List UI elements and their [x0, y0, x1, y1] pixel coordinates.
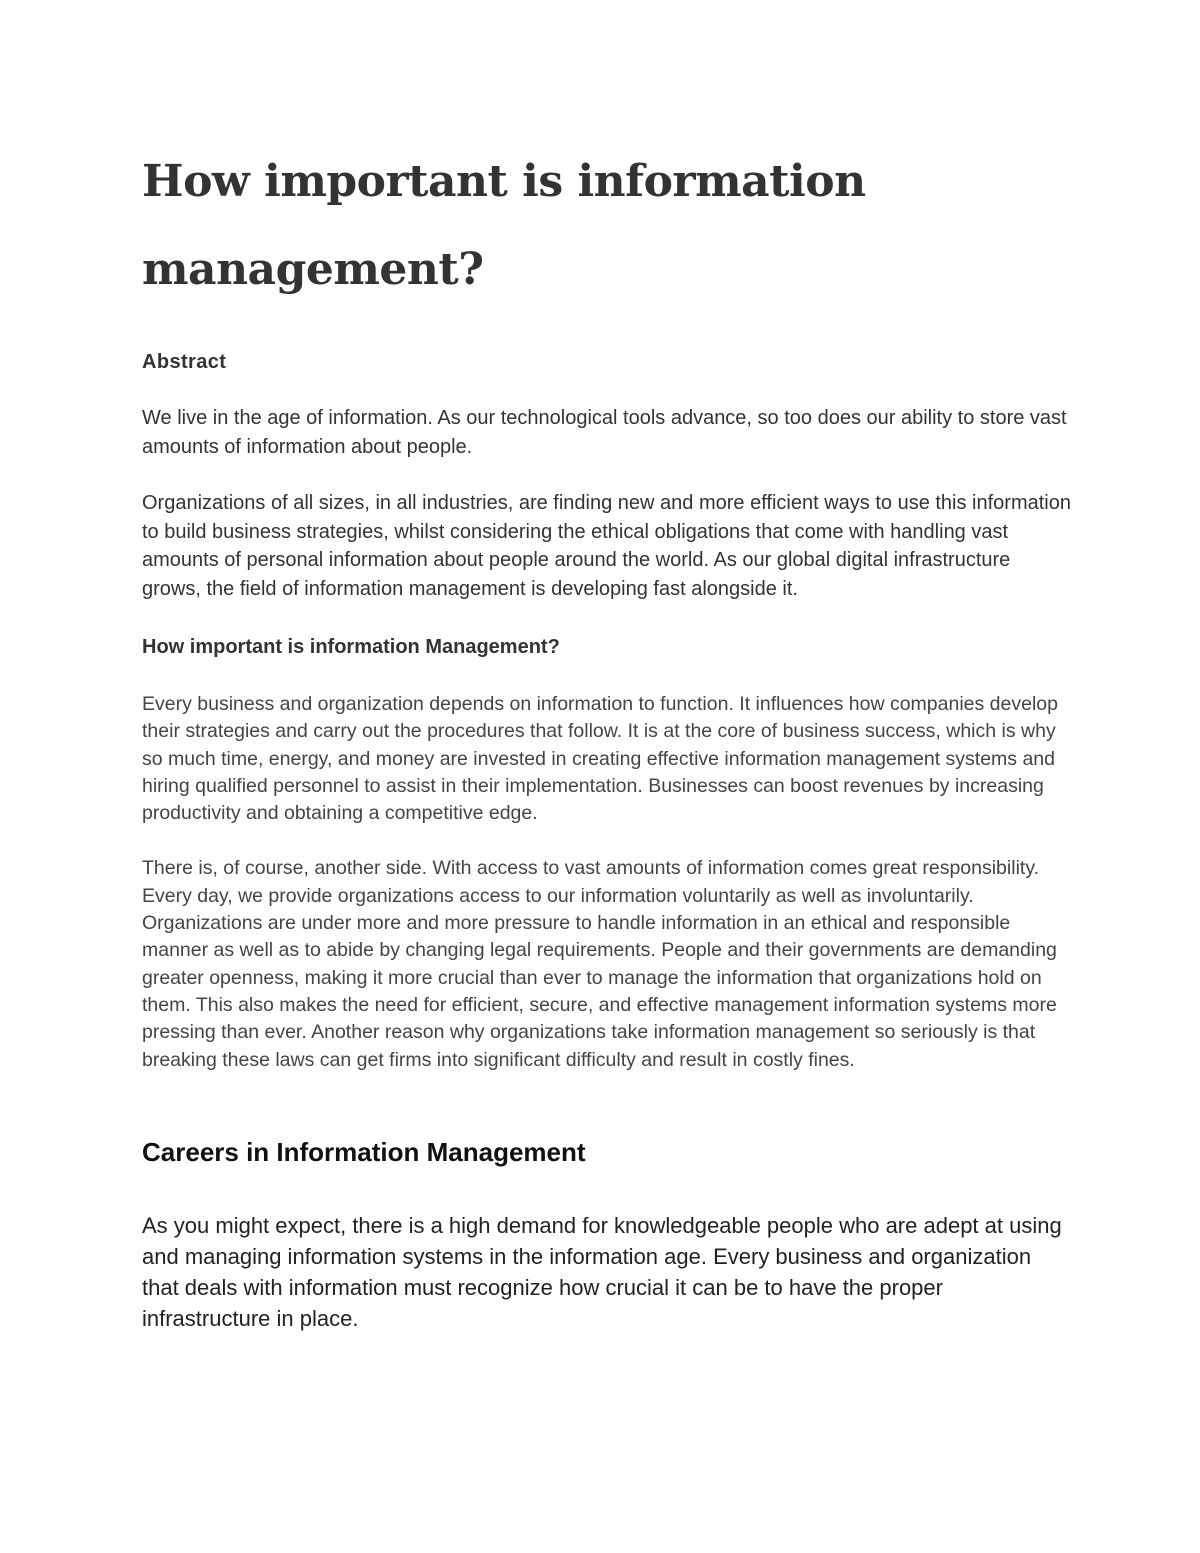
document-title: How important is information management?: [142, 156, 866, 295]
body-paragraph: There is, of course, another side. With access to vast amounts of information comes great responsibility. Every day, we provide organizations access to our information voluntarily as well as involuntarily. Organizations are under more and more pressure to handle information in an ethical and responsible manner as well as to abide by changing legal requirements. People and their governments are demanding greater openness, making it more crucial than ever to manage the information that organizations hold on them. This also makes the need for efficient, secure, and effective management information systems more pressing than ever. Another reason why organizations take information management so seriously is that breaking these laws can get firms into significant difficulty and result in costly fines.: [142, 857, 1057, 1071]
careers-heading: Careers in Information Management: [142, 1136, 586, 1167]
section-subheading: How important is information Management?: [142, 636, 560, 658]
abstract-paragraph: We live in the age of information. As our technological tools advance, so too does our ability to store vast amounts of information about people.: [142, 407, 1067, 458]
body-paragraph: Every business and organization depends on information to function. It influences how companies develop their strategies and carry out the procedures that follow. It is at the core of business success, which is why so much time, energy, and money are invested in creating effective information management systems and hiring qualified personnel to assist in their implementation. Businesses can boost revenues by increasing productivity and obtaining a competitive edge.: [142, 693, 1058, 825]
document-content: [142, 138, 1072, 1334]
abstract-heading: Abstract: [142, 351, 227, 373]
careers-paragraph: As you might expect, there is a high demand for knowledgeable people who are adept at using and managing information systems in the information age. Every business and organization that deals with information must recognize how crucial it can be to have the proper infrastructure in place.: [142, 1212, 1062, 1331]
abstract-paragraph: Organizations of all sizes, in all industries, are finding new and more efficient ways to use this information to build business strategies, whilst considering the ethical obligations that come with handling vast amounts of personal information about people around the world. As our global digital infrastructure grows, the field of information management is developing fast alongside it.: [142, 492, 1071, 600]
